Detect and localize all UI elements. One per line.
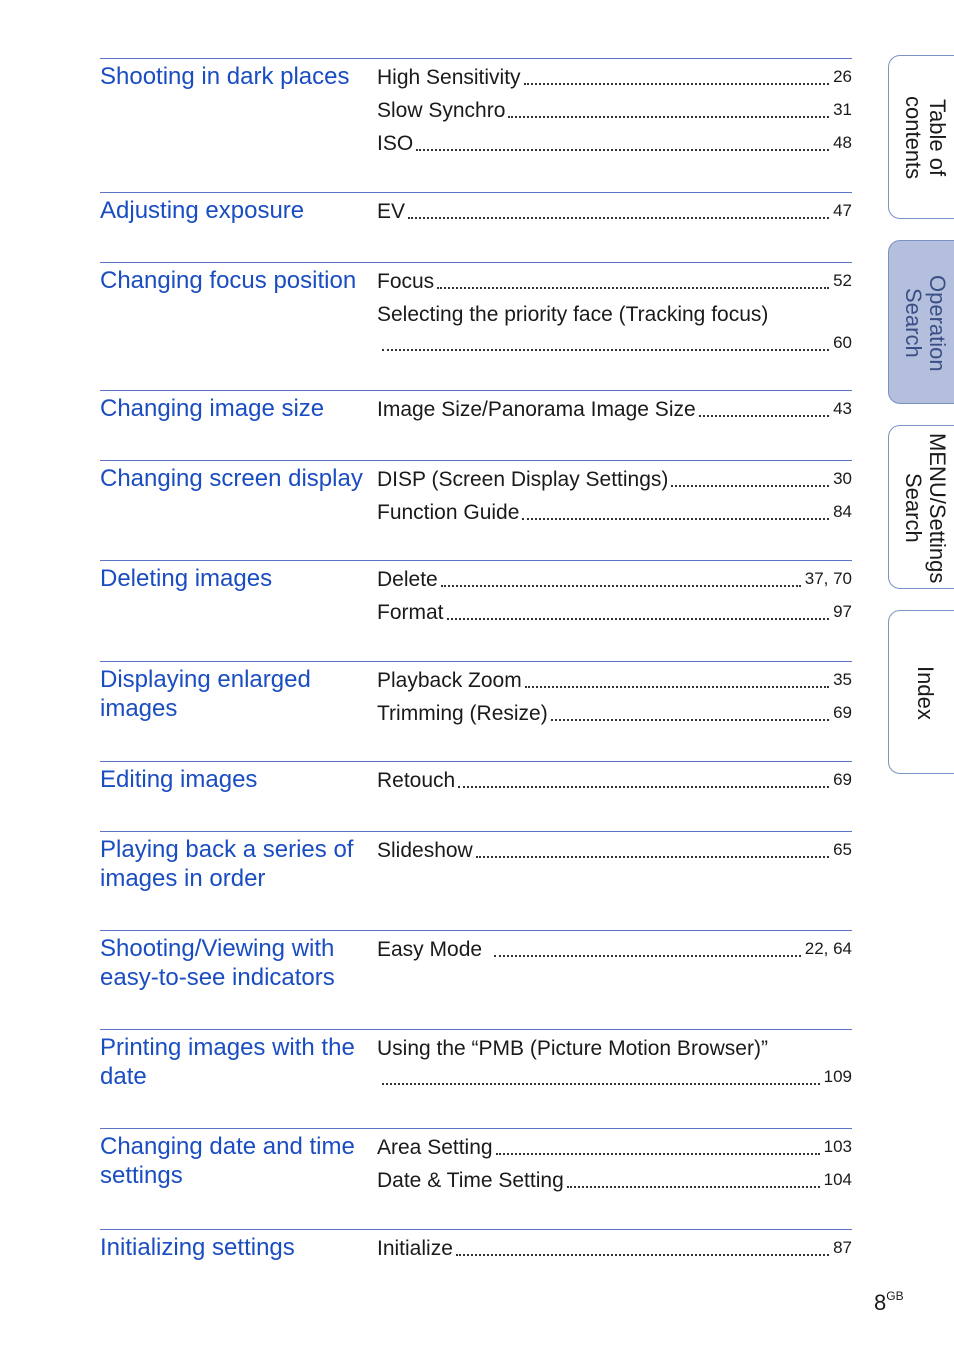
page-ref: 35: [833, 670, 852, 689]
leader-dots: [699, 415, 829, 417]
entry-label: Selecting the priority face (Tracking focus): [377, 303, 769, 326]
leader-dots: [382, 349, 829, 351]
entry-delete[interactable]: [377, 567, 852, 593]
leader-dots: [416, 149, 829, 151]
entry-label: EV: [377, 200, 406, 223]
section-enlarged-images: [100, 661, 852, 725]
entry-image-size[interactable]: [377, 397, 852, 423]
page-ref: 103: [823, 1137, 852, 1156]
entry-pmb[interactable]: [377, 1036, 852, 1062]
leader-dots: [567, 1186, 820, 1188]
leader-dots: [522, 518, 829, 520]
leader-dots: [408, 217, 829, 219]
entry-label: Delete: [377, 568, 438, 591]
page-ref: 87: [833, 1238, 852, 1257]
leader-dots: [496, 1153, 820, 1155]
entry-playback-zoom[interactable]: [377, 668, 852, 694]
entry-label: ISO: [377, 132, 414, 155]
page-ref: 69: [833, 703, 852, 722]
entry-pmb-page[interactable]: [377, 1065, 852, 1091]
leader-dots: [524, 83, 830, 85]
entry-label: Using the “PMB (Picture Motion Browser)”: [377, 1037, 768, 1060]
page-ref: 84: [833, 502, 852, 521]
section-deleting-images: [100, 560, 852, 624]
leader-dots: [441, 585, 801, 587]
topic-title: Changing date and time settings: [100, 1133, 355, 1189]
tab-operation-search[interactable]: [888, 240, 954, 404]
tab-label: Operation Search: [901, 274, 950, 372]
page-ref: 30: [833, 469, 852, 488]
leader-dots: [551, 719, 829, 721]
page-ref: 22, 64: [804, 939, 852, 958]
section-image-size: [100, 390, 852, 422]
entry-label: Format: [377, 601, 444, 624]
leader-dots: [494, 955, 801, 957]
entry-format[interactable]: [377, 600, 852, 626]
entry-label: Image Size/Panorama Image Size: [377, 398, 696, 421]
leader-dots: [456, 1254, 829, 1256]
entry-initialize[interactable]: [377, 1236, 852, 1262]
leader-dots: [447, 618, 830, 620]
entry-label: Focus: [377, 270, 435, 293]
page-ref: 31: [833, 100, 852, 119]
tab-label: MENU/Settings Search: [901, 432, 950, 584]
leader-dots: [458, 786, 829, 788]
tab-index[interactable]: [888, 610, 954, 774]
page-ref: 104: [823, 1170, 852, 1189]
topic-title: Initializing settings: [100, 1234, 295, 1261]
entry-label: Slideshow: [377, 839, 473, 862]
entry-tracking-focus-page[interactable]: [377, 331, 852, 357]
page-ref: 37, 70: [804, 569, 852, 588]
leader-dots: [671, 485, 829, 487]
entry-tracking-focus[interactable]: [377, 302, 852, 328]
topic-title: Changing screen display: [100, 465, 363, 492]
topic-title: Changing focus position: [100, 267, 357, 294]
page-number-value: 8: [874, 1290, 887, 1315]
entry-label: Easy Mode: [377, 938, 483, 961]
section-printing-date: [100, 1029, 852, 1090]
entry-easy-mode[interactable]: [377, 937, 852, 963]
topic-title: Printing images with the date: [100, 1034, 355, 1090]
entry-disp[interactable]: [377, 467, 852, 493]
section-date-time: [100, 1128, 852, 1192]
topic-title: Changing image size: [100, 395, 325, 422]
section-dark-places: [100, 58, 852, 155]
entry-label: Area Setting: [377, 1136, 493, 1159]
topic-title: Playing back a series of images in order: [100, 836, 354, 892]
page-ref: 47: [833, 201, 852, 220]
entry-retouch[interactable]: [377, 768, 852, 794]
entry-slideshow[interactable]: [377, 838, 852, 864]
page-ref: 48: [833, 133, 852, 152]
leader-dots: [476, 856, 829, 858]
leader-dots: [382, 1083, 820, 1085]
entry-trimming[interactable]: [377, 701, 852, 727]
tab-label: Index: [913, 666, 938, 720]
entry-high-sensitivity[interactable]: [377, 65, 852, 91]
topic-title: Shooting/Viewing with easy-to-see indicators: [100, 935, 335, 991]
section-screen-display: [100, 460, 852, 524]
entry-label: Trimming (Resize): [377, 702, 548, 725]
page-ref: 69: [833, 770, 852, 789]
entry-iso[interactable]: [377, 131, 852, 157]
entry-ev[interactable]: [377, 199, 852, 225]
tab-menu-settings-search[interactable]: [888, 425, 954, 589]
section-adjusting-exposure: [100, 192, 852, 224]
section-initializing: [100, 1229, 852, 1261]
entry-date-time-setting[interactable]: [377, 1168, 852, 1194]
entry-slow-synchro[interactable]: [377, 98, 852, 124]
section-series-playback: [100, 831, 852, 892]
topic-title: Adjusting exposure: [100, 197, 305, 224]
tab-table-of-contents[interactable]: [888, 55, 954, 219]
section-editing-images: [100, 761, 852, 793]
page-ref: 43: [833, 399, 852, 418]
page-ref: 97: [833, 602, 852, 621]
topic-title: Editing images: [100, 766, 258, 793]
page-ref: 109: [823, 1067, 852, 1086]
page-ref: 60: [833, 333, 852, 352]
topic-title: Displaying enlarged images: [100, 666, 311, 722]
page-ref: 26: [833, 67, 852, 86]
entry-label: Slow Synchro: [377, 99, 506, 122]
entry-label: Playback Zoom: [377, 669, 522, 692]
tab-label: Table of contents: [901, 96, 950, 180]
entry-label: High Sensitivity: [377, 66, 521, 89]
page-ref: 52: [833, 271, 852, 290]
page-number-suffix: GB: [886, 1289, 904, 1303]
section-changing-focus: [100, 262, 852, 352]
topic-title: Deleting images: [100, 565, 273, 592]
leader-dots: [525, 686, 829, 688]
topic-title: Shooting in dark places: [100, 63, 350, 90]
entry-label: Initialize: [377, 1237, 453, 1260]
entry-function-guide[interactable]: [377, 500, 852, 526]
section-easy-indicators: [100, 930, 852, 991]
entry-area-setting[interactable]: [377, 1135, 852, 1161]
entry-label: Retouch: [377, 769, 456, 792]
leader-dots: [508, 116, 829, 118]
entry-focus[interactable]: [377, 269, 852, 295]
leader-dots: [437, 287, 829, 289]
entry-label: Date & Time Setting: [377, 1169, 564, 1192]
entry-label: Function Guide: [377, 501, 520, 524]
page-ref: 65: [833, 840, 852, 859]
page-number: [874, 1289, 904, 1316]
entry-label: DISP (Screen Display Settings): [377, 468, 669, 491]
